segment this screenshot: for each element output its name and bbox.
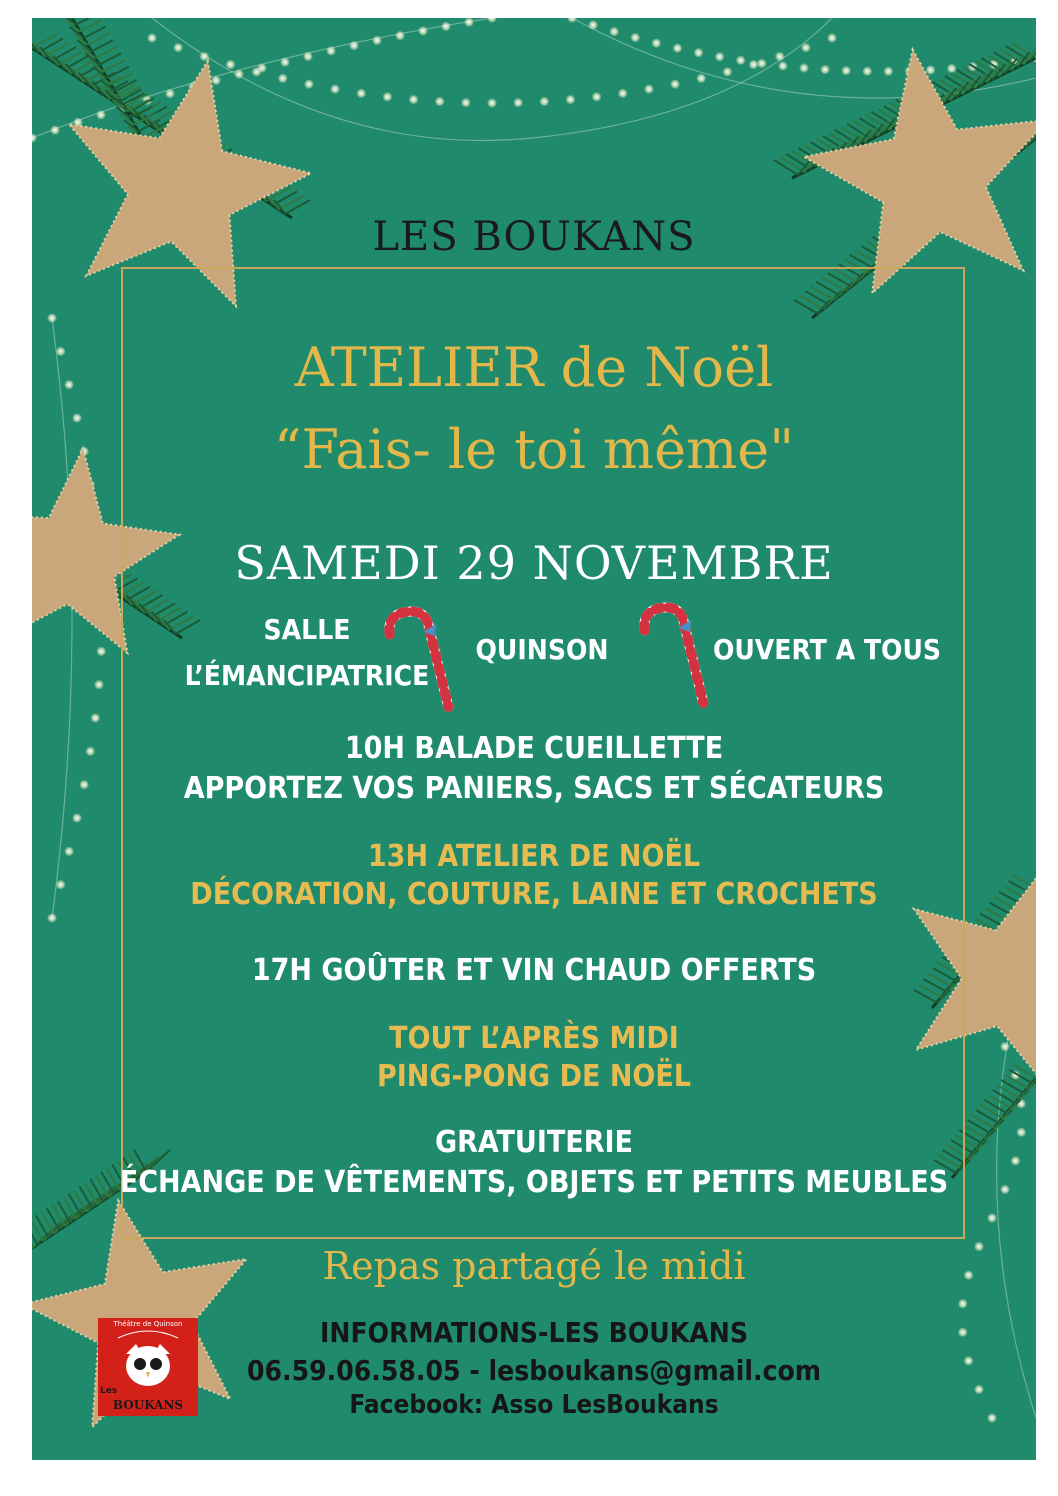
program-line: APPORTEZ VOS PANIERS, SACS ET SÉCATEURS xyxy=(183,771,885,806)
logo-small-text: Les xyxy=(100,1386,118,1396)
logo-name: BOUKANS xyxy=(112,1398,184,1412)
venue-town: QUINSON xyxy=(475,633,609,666)
contact-phone-email: 06.59.06.58.05 - lesboukans@gmail.com xyxy=(247,1354,821,1387)
program-line: ÉCHANGE DE VÊTEMENTS, OBJETS ET PETITS MEUBLES xyxy=(119,1165,949,1200)
candy-cane-icon xyxy=(642,604,703,710)
venue-hall-line1: SALLE xyxy=(263,613,351,646)
logo-top-text: Théâtre de Quinson xyxy=(113,1320,183,1328)
program-line: DÉCORATION, COUTURE, LAINE ET CROCHETS xyxy=(190,877,878,912)
venue-access: OUVERT A TOUS xyxy=(712,633,942,666)
contact-facebook: Facebook: Asso LesBoukans xyxy=(349,1390,719,1420)
venue-hall xyxy=(182,612,432,694)
brand-name: LES BOUKANS xyxy=(372,214,696,260)
program-line: PING-PONG DE NOËL xyxy=(376,1059,691,1094)
program-line: 10H BALADE CUEILLETTE xyxy=(344,731,724,766)
program-line: GRATUITERIE xyxy=(435,1125,633,1160)
meal-note: Repas partagé le midi xyxy=(322,1244,746,1288)
venue-hall-line2: L’ÉMANCIPATRICE xyxy=(184,659,430,692)
contact-heading: INFORMATIONS-LES BOUKANS xyxy=(320,1316,748,1349)
event-subtitle: “Fais- le toi même" xyxy=(273,418,795,481)
event-date: SAMEDI 29 NOVEMBRE xyxy=(234,536,834,590)
event-title: ATELIER de Noël xyxy=(294,336,774,399)
program-line: TOUT L’APRÈS MIDI xyxy=(389,1021,679,1056)
program-line: 13H ATELIER DE NOËL xyxy=(367,839,701,874)
boukans-logo xyxy=(98,1318,198,1416)
poster xyxy=(32,18,1036,1460)
program-line: 17H GOÛTER ET VIN CHAUD OFFERTS xyxy=(251,953,817,988)
